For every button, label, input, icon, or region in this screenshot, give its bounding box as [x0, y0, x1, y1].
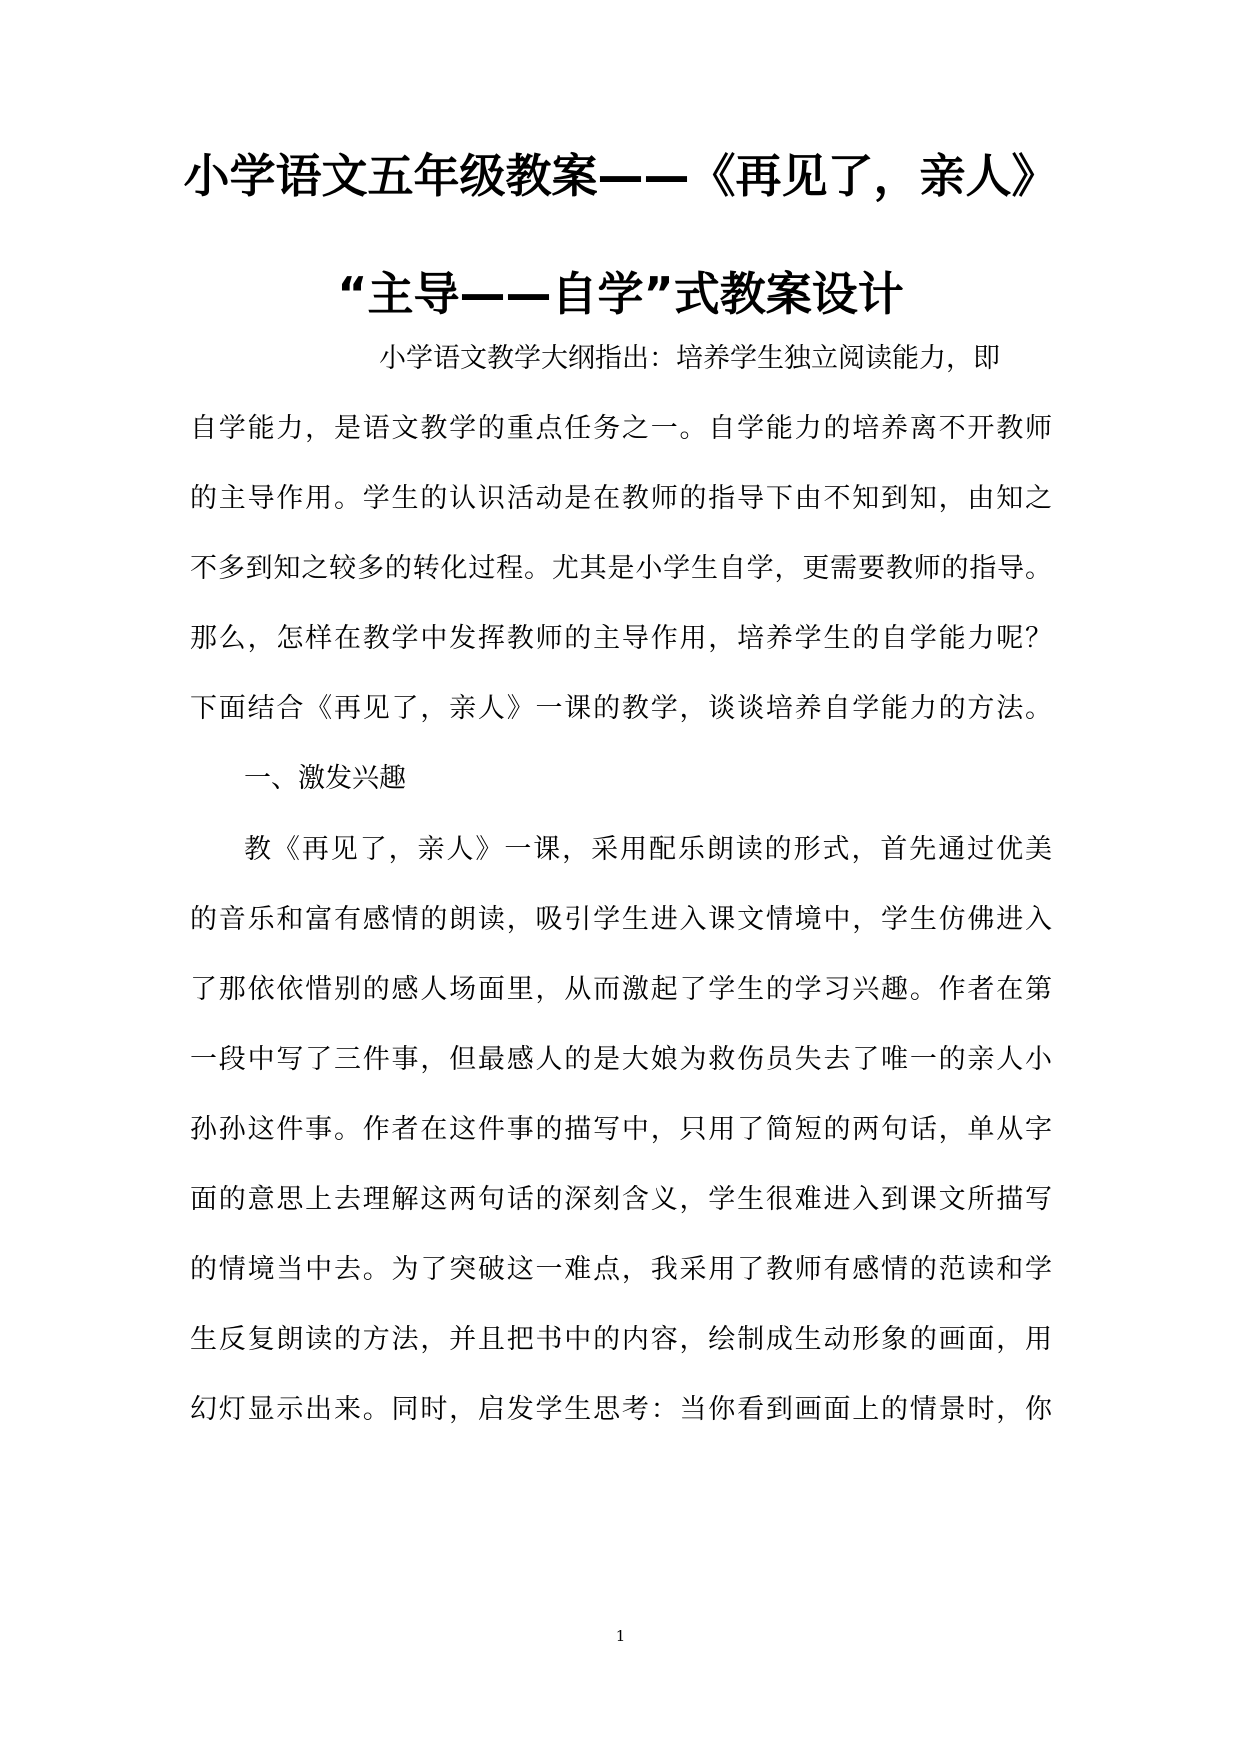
- paragraph-intro-line: 下面结合《再见了，亲人》一课的教学，谈谈培养自学能力的方法。: [190, 693, 1052, 724]
- paragraph-line: 的情境当中去。为了突破这一难点，我采用了教师有感情的范读和学: [190, 1254, 1052, 1285]
- paragraph-line: 了那依依惜别的感人场面里，从而激起了学生的学习兴趣。作者在第: [190, 974, 1052, 1005]
- paragraph-line: 生反复朗读的方法，并且把书中的内容，绘制成生动形象的画面，用: [190, 1324, 1052, 1355]
- page-number: 1: [615, 1627, 626, 1645]
- paragraph-intro-line: 不多到知之较多的转化过程。尤其是小学生自学，更需要教师的指导。: [190, 553, 1052, 584]
- paragraph-intro-line: 自学能力，是语文教学的重点任务之一。自学能力的培养离不开教师: [190, 413, 1052, 444]
- paragraph-line: 幻灯显示出来。同时，启发学生思考：当你看到画面上的情景时，你: [190, 1394, 1052, 1425]
- paragraph-intro-line: 小学语文教学大纲指出：培养学生独立阅读能力，即: [379, 343, 1000, 374]
- paragraph-line: 面的意思上去理解这两句话的深刻含义，学生很难进入到课文所描写: [190, 1184, 1052, 1215]
- paragraph-intro-line: 的主导作用。学生的认识活动是在教师的指导下由不知到知，由知之: [190, 483, 1052, 514]
- document-subtitle: “主导——自学”式教案设计: [337, 267, 904, 321]
- paragraph-line: 孙孙这件事。作者在这件事的描写中，只用了简短的两句话，单从字: [190, 1114, 1052, 1145]
- paragraph-intro-line: 那么，怎样在教学中发挥教师的主导作用，培养学生的自学能力呢？: [190, 623, 1052, 654]
- section-heading: 一、激发兴趣: [244, 763, 406, 794]
- paragraph-line: 一段中写了三件事，但最感人的是大娘为救伤员失去了唯一的亲人小: [190, 1044, 1052, 1075]
- paragraph-line: 教《再见了，亲人》一课，采用配乐朗读的形式，首先通过优美: [244, 834, 1052, 865]
- paragraph-line: 的音乐和富有感情的朗读，吸引学生进入课文情境中，学生仿佛进入: [190, 904, 1052, 935]
- document-title: 小学语文五年级教案——《再见了，亲人》: [183, 149, 1058, 203]
